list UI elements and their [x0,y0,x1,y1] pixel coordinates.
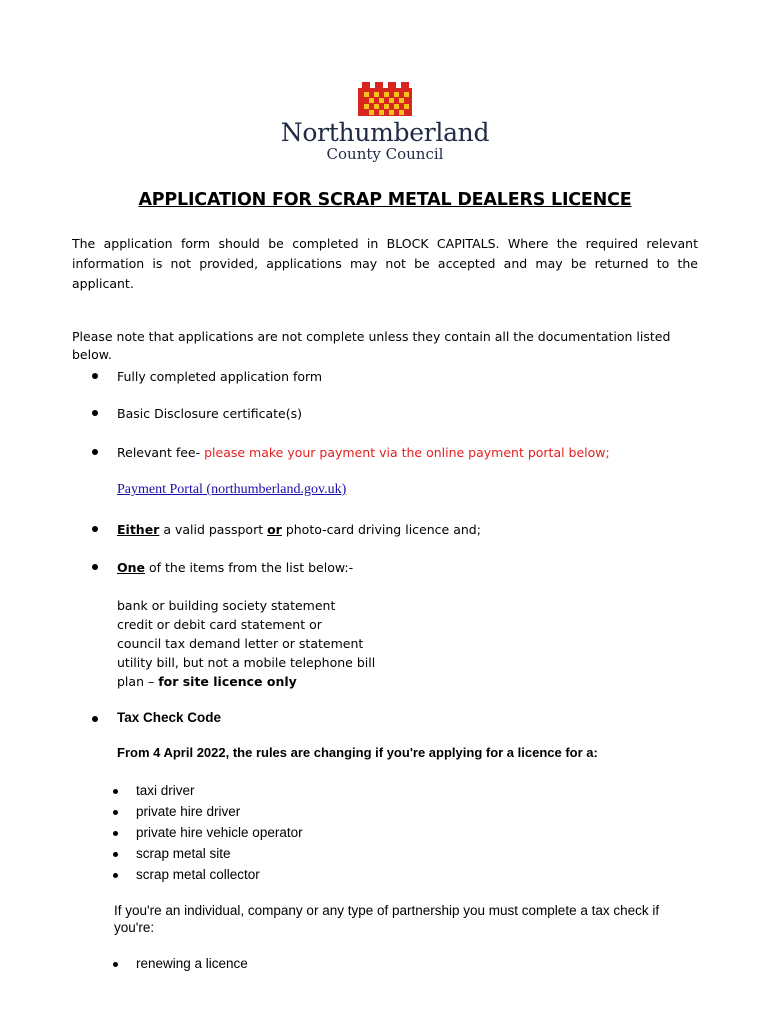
fee-label: Relevant fee- [117,445,205,460]
council-logo [0,82,770,162]
crest-icon [358,82,412,116]
intro-paragraph: The application form should be completed in BLOCK CAPITALS. Where the required relevant information is not provided, applications may not be accepted and may be returned to the applicant. [72,236,698,291]
bullet-icon [92,716,98,722]
either-word: Either [117,522,160,537]
bullet-icon [92,368,100,376]
document-page: Northumberland County Council APPLICATION FOR SCRAP METAL DEALERS LICENCE The application form should be completed in BLOCK CAPITALS. Where the required relevant information is not provided, applications may not be accepted and may be returned to the applicant. Please note that applications are not complete unless they contain all the documentation listed below. Fully completed application form Basic Disclosure certificate(s) Relevant fee- please make your payment via the online payment portal below; Payment Portal (northumberland.gov.uk) Either a valid passport or photo-card driving licence and; One of the items from the list below:- bank or building society statement credit or debit card statement or council tax demand letter or statement utility bill, but not a mobile telephone bill plan – for site licence only Tax Check Code From 4 April 2022, the rules are changing if you're applying for a licence for a: taxi driver private hire driver private hire vehicle operator scrap metal site scrap metal collector If you're an individual, company or any type of partnership you must complete a tax check if you're: renewing a licence [0,0,770,1024]
list-item: renewing a licence [110,953,248,974]
bullet-icon [92,521,100,529]
fee-instruction: please make your payment via the online payment portal below; [204,445,610,460]
list-item: scrap metal collector [110,864,303,885]
tax-check-subheading: From 4 April 2022, the rules are changing if you're applying for a licence for a: [117,745,598,760]
bullet-icon [92,405,100,413]
list-item-plan: plan – for site licence only [117,674,297,689]
documentation-note: Please note that applications are not complete unless they contain all the documentation listed below. [72,329,671,362]
partnership-text: If you're an individual, company or any type of partnership you must complete a tax check if you're: [114,903,660,935]
list-item: scrap metal site [110,843,303,864]
council-name: Northumberland [280,118,490,147]
list-item: private hire vehicle operator [110,822,303,843]
bullet-icon [92,444,100,452]
licence-types-list [110,780,303,885]
document-options-list [117,596,375,691]
list-item: council tax demand letter or statement [117,636,364,651]
site-licence-only: for site licence only [158,674,297,689]
list-item: utility bill, but not a mobile telephone bill [117,655,376,670]
or-word: or [267,522,282,537]
council-subtitle: County Council [326,145,444,163]
payment-portal-link[interactable]: Payment Portal (northumberland.gov.uk) [117,482,347,497]
list-item: taxi driver [110,780,303,801]
bullet-icon [92,559,100,567]
tax-check-conditions-list [110,953,248,974]
list-item: credit or debit card statement or [117,617,322,632]
one-word: One [117,560,146,575]
tax-check-heading: Tax Check Code [117,710,222,725]
list-item: bank or building society statement [117,598,336,613]
page-title: APPLICATION FOR SCRAP METAL DEALERS LICENCE [138,190,632,210]
list-item: private hire driver [110,801,303,822]
